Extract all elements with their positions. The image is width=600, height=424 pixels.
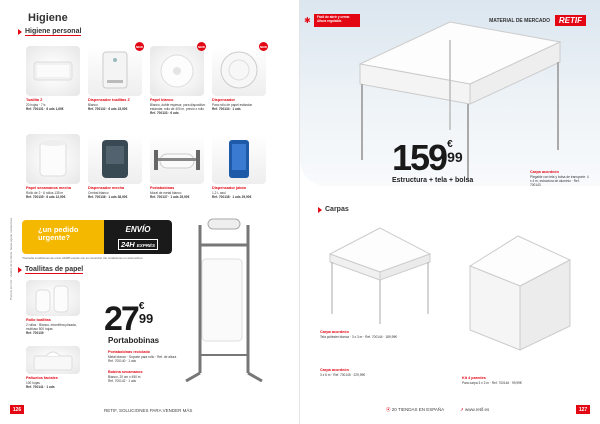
product-name: Papel blanco: [150, 98, 174, 102]
paper-roll-image: [150, 46, 204, 96]
product-desc: 2 rollos · Blanco, microfibra plisada, multiuso 500 hojas: [26, 322, 77, 331]
roll-pack-image: [26, 280, 80, 316]
dispenser-image: [212, 46, 266, 96]
express-shipping-box: [104, 220, 172, 254]
product-desc: 100 hojas: [26, 380, 40, 385]
tissue-box-image: [26, 346, 80, 374]
product-desc: Para rollo de papel estándar: [212, 102, 253, 107]
product-card-dispensador-jabon[interactable]: [212, 134, 270, 199]
price-label: Portabobinas: [108, 336, 160, 345]
dispenser-image: [88, 46, 142, 96]
new-badge: NEW: [259, 42, 268, 51]
price-portabobinas: 27 € 99: [104, 300, 154, 338]
paper-roll-icon: [26, 134, 80, 184]
towel-dispenser-icon: [88, 46, 142, 96]
product-card-portabobinas-reciclado[interactable]: Portabobinas reciclado Metal blanco · Soporte para rollo · Ref. de altura Ref. 700140 · 1 uds: [108, 350, 177, 363]
product-name: Rollo toallitas: [26, 318, 51, 322]
product-name: Dispensador: [212, 98, 235, 102]
brand-logo: RETIF: [555, 15, 586, 26]
product-card-dispensador-mecha[interactable]: [88, 134, 146, 199]
product-desc: 1,2 L azul: [212, 190, 226, 195]
triangle-bullet-icon: [18, 29, 22, 35]
tissue-pack-icon: [26, 46, 80, 96]
product-name: Dispensador jabón: [212, 186, 247, 190]
location-pin-icon: ⦿: [386, 407, 391, 412]
product-name: Pañuelos faciales: [26, 376, 58, 380]
product-ref: Ref. 700136 · 1 uds 38,90€: [88, 194, 128, 199]
floor-roll-stand-image: [178, 215, 268, 385]
star-icon: ✱: [304, 16, 311, 25]
urgent-question: ¿un pedido urgente?: [22, 220, 104, 254]
footer-slogan: RETIF, SOLUCIONES PARA VENDER MÁS: [104, 408, 193, 413]
product-desc: Mural de metal blanco: [150, 190, 182, 195]
hero-label: Fácil de abrir y cerrar. Altura regulable.: [314, 14, 360, 27]
product-card-papel-secamanos[interactable]: [26, 134, 84, 199]
dispenser-image: [88, 134, 142, 184]
price-carpa: 159 € 99: [392, 137, 463, 178]
section-header-higiene-personal: Higiene personal: [18, 28, 81, 36]
product-ref: Ref. 700132 · 6 uds 15,90€: [88, 106, 128, 111]
roll-holder-icon: [150, 134, 204, 184]
product-desc: Blanco, doble espesor, para dispositivo estándar, rollo de 400 m, precio x rollo: [150, 102, 206, 111]
product-name: Toallita Z: [26, 98, 43, 102]
product-ref: Ref. 700135 · 6 uds 12,90€: [26, 194, 66, 199]
price-label: Estructura + tela + bolsa: [392, 177, 474, 184]
product-ref: Ref. 700141 · 1 uds: [26, 384, 55, 389]
product-desc: Blanco: [88, 102, 98, 107]
banner-note: *Consulte condiciones de envío 24/48h exprés con su comercial. Ver condiciones en www.retif.es: [22, 256, 143, 260]
new-badge: NEW: [135, 42, 144, 51]
roll-holder-image: [150, 134, 204, 184]
tent-card-3[interactable]: Kit 4 paredes Para carpa 3 x 3 m · Ref. 700146 · 99,99€: [462, 376, 522, 385]
product-card-rollo-toallitas[interactable]: [26, 280, 84, 335]
tent-card-1[interactable]: Carpa acordeón Tela poliéster blanca · 3 x 3 m · Ref. 700144 · 189,99€: [320, 330, 397, 339]
paper-roll-icon: [150, 46, 204, 96]
product-desc: 20 hojas · 7 tr.: [26, 102, 47, 107]
product-ref: Ref. 700137 · 1 uds 25,90€: [150, 194, 190, 199]
product-card-panuelos[interactable]: [26, 346, 84, 389]
product-card-portabobinas[interactable]: [150, 134, 208, 199]
product-card-dispensador[interactable]: [212, 46, 270, 111]
tissue-pack-image: [26, 46, 80, 96]
product-name: Dispensador mecha: [88, 186, 125, 190]
footer-stores: ⦿ 20 TIENDAS EN ESPAÑA: [386, 407, 445, 412]
product-desc: Rollo de 2 · 6 rollos 135 m: [26, 190, 64, 195]
roll-pack-icon: [26, 280, 80, 316]
round-dispenser-icon: [212, 46, 266, 96]
product-card-toallita[interactable]: [26, 46, 84, 111]
new-badge: NEW: [197, 42, 206, 51]
product-ref: Ref. 700133 · 6 uds: [150, 110, 179, 115]
product-name: Portabobinas: [150, 186, 175, 190]
product-ref: Ref. 700139: [26, 330, 44, 335]
tent-small-image: [318, 214, 442, 326]
product-ref: Ref. 700131 · 6 uds 1,69€: [26, 106, 64, 111]
soap-dispenser-icon: [212, 134, 266, 184]
page-title: Higiene: [28, 12, 68, 24]
category-title: MATERIAL DE MERCADO: [489, 18, 550, 24]
product-ref: Ref. 700134 · 1 uds: [212, 106, 241, 111]
section-header-carpas: Carpas: [318, 206, 349, 213]
urgent-order-banner[interactable]: [22, 220, 172, 254]
hero-product-note: Carpa acordeón Plegable con tela y bolsa de transporte. 4 x 4 m, estructura de aluminio · Ref. 700143: [530, 170, 589, 187]
cursor-icon: ➚: [460, 407, 464, 412]
side-note: Precios sin IVA · Validez de la oferta: hasta agotar existencias: [9, 217, 13, 300]
product-card-dispensador-toallitas[interactable]: [88, 46, 146, 111]
section-header-toallitas: Toallitas de papel: [18, 266, 83, 274]
right-page: [300, 0, 600, 424]
tent-card-2[interactable]: Carpa acordeón 3 x 6 m · Ref. 700145 · 229,99€: [320, 368, 366, 377]
tissue-box-icon: [26, 346, 80, 374]
envio-label: ENVÍO: [125, 225, 151, 234]
triangle-bullet-icon: [18, 267, 22, 273]
paper-roll-image: [26, 134, 80, 184]
footer-website[interactable]: ➚ www.retif.es: [460, 407, 490, 412]
page-number: 126: [10, 405, 24, 414]
product-name: Papel secamanos mecha: [26, 186, 71, 190]
product-ref: Ref. 700138 · 1 uds 29,90€: [212, 194, 252, 199]
product-desc: Central blanco: [88, 190, 109, 195]
tent-walled-image: [460, 226, 580, 356]
product-card-papel-blanco[interactable]: [150, 46, 208, 115]
product-card-bobina[interactable]: Bobina secamanos Blanco, 20 cm x 450 m Ref. 700142 · 1 uds: [108, 370, 143, 383]
product-name: Dispensador toallitas Z: [88, 98, 130, 102]
page-number: 127: [576, 405, 590, 414]
express-time: 24H EXPRÉS: [118, 239, 158, 250]
soap-dispenser-image: [212, 134, 266, 184]
triangle-bullet-icon: [318, 207, 322, 213]
dark-dispenser-icon: [88, 134, 142, 184]
